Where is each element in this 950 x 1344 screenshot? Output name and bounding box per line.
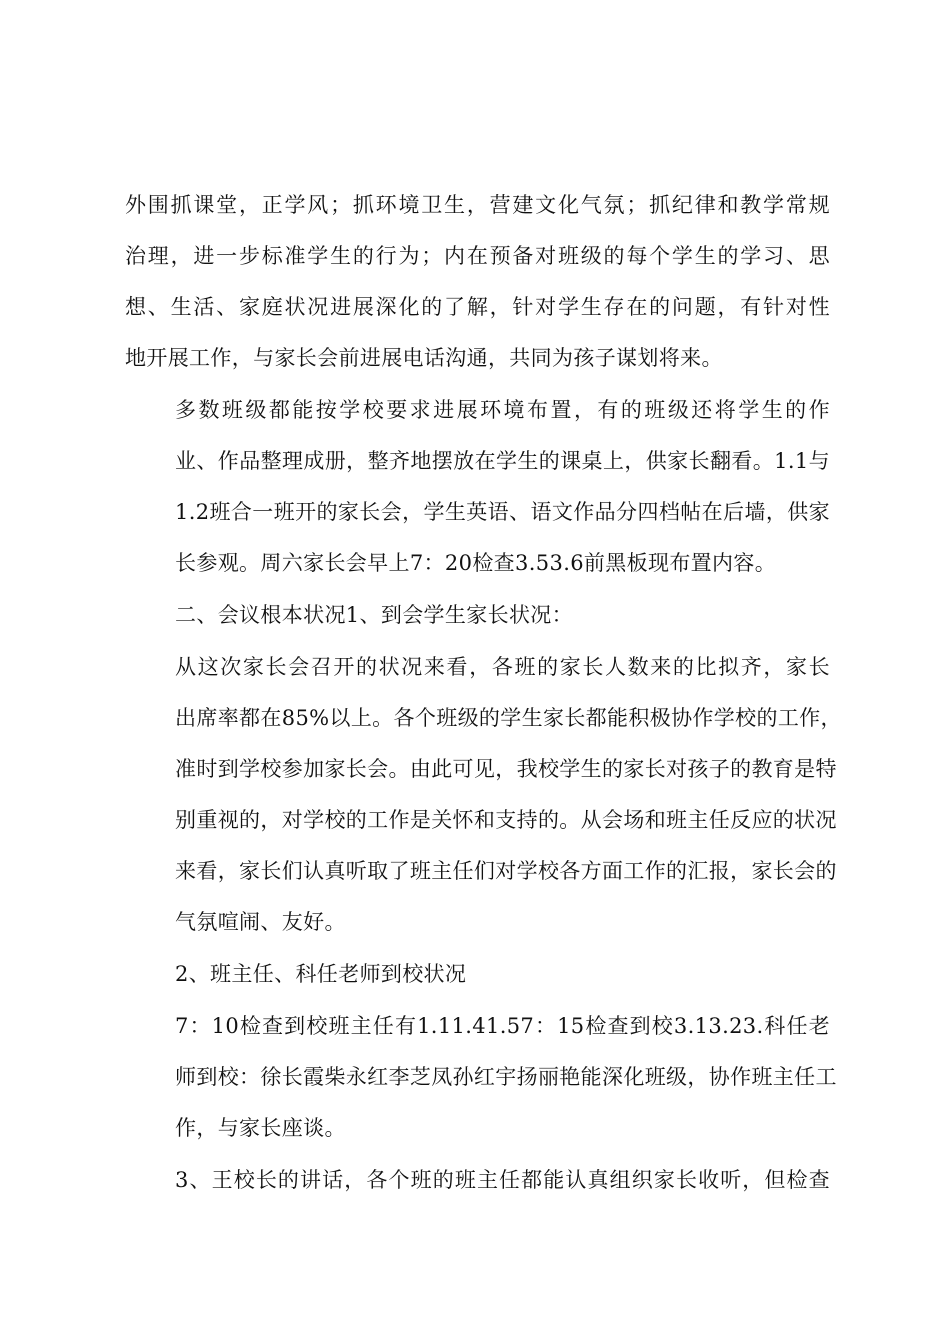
text-line: 1.2班合一班开的家长会，学生英语、语文作品分四档帖在后墙，供家 <box>175 500 830 524</box>
text-line: 别重视的，对学校的工作是关怀和支持的。从会场和班主任反应的状况 <box>175 808 837 832</box>
text-line: 外围抓课堂，正学风；抓环境卫生，营建文化气氛；抓纪律和教学常规 <box>125 193 830 217</box>
paragraph-3-heading <box>125 590 830 641</box>
text-line: 3、王校长的讲话，各个班的班主任都能认真组织家长收听，但检查 <box>175 1168 830 1192</box>
text-line: 来看，家长们认真听取了班主任们对学校各方面工作的汇报，家长会的 <box>175 859 837 883</box>
paragraph-7 <box>125 1155 830 1206</box>
paragraph-1 <box>125 180 830 384</box>
paragraph-2 <box>125 385 830 589</box>
paragraph-4 <box>125 642 842 948</box>
text-line: 治理，进一步标准学生的行为；内在预备对班级的每个学生的学习、思 <box>125 244 830 268</box>
text-line: 二、会议根本状况1、到会学生家长状况： <box>175 603 574 627</box>
text-line: 多数班级都能按学校要求进展环境布置，有的班级还将学生的作 <box>175 398 830 422</box>
text-line: 准时到学校参加家长会。由此可见，我校学生的家长对孩子的教育是特 <box>175 757 837 781</box>
text-line: 地开展工作，与家长会前进展电话沟通，共同为孩子谋划将来。 <box>125 346 723 370</box>
text-line: 气氛喧闹、友好。 <box>175 910 346 934</box>
text-line: 业、作品整理成册，整齐地摆放在学生的课桌上，供家长翻看。1.1与 <box>175 449 830 473</box>
paragraph-6 <box>125 1001 837 1154</box>
text-line: 出席率都在85%以上。各个班级的学生家长都能积极协作学校的工作， <box>175 706 842 730</box>
text-line: 作，与家长座谈。 <box>175 1116 346 1140</box>
text-line: 2、班主任、科任老师到校状况 <box>175 962 467 986</box>
paragraph-5-heading <box>125 949 830 1000</box>
document-body <box>125 180 842 1207</box>
text-line: 从这次家长会召开的状况来看，各班的家长人数来的比拟齐，家长 <box>175 655 830 679</box>
text-line: 师到校：徐长霞柴永红李芝凤孙红宇扬丽艳能深化班级，协作班主任工 <box>175 1065 837 1089</box>
text-line: 长参观。周六家长会早上7：20检查3.53.6前黑板现布置内容。 <box>175 551 777 575</box>
text-line: 想、生活、家庭状况进展深化的了解，针对学生存在的问题，有针对性 <box>125 295 830 319</box>
text-line: 7：10检查到校班主任有1.11.41.57：15检查到校3.13.23.科任老 <box>175 1014 830 1038</box>
